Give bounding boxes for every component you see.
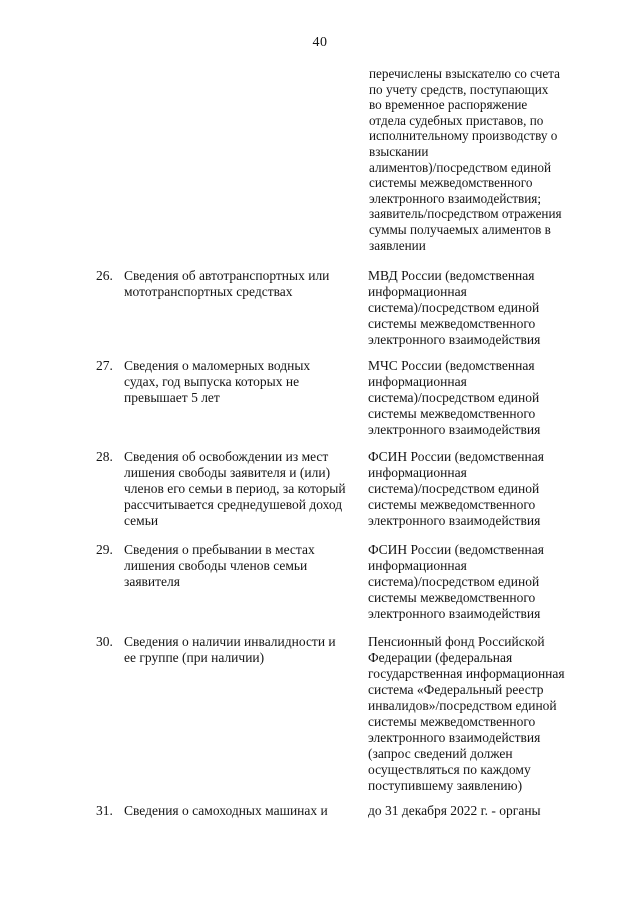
text-line: МВД России (ведомственная [368, 268, 535, 283]
text-line: система)/посредством единой [368, 481, 540, 496]
text-line: электронного взаимодействия [368, 332, 541, 347]
text-line: семьи [124, 513, 159, 528]
text-line: информационная [368, 284, 467, 299]
row-description [124, 542, 360, 590]
row-number: 31. [96, 803, 113, 818]
row-number: 28. [96, 449, 113, 464]
text-line: инвалидов»/посредством единой [368, 698, 557, 713]
row-description [124, 358, 360, 406]
text-line: Сведения о наличии инвалидности и [124, 634, 336, 649]
text-line: суммы получаемых алиментов в [369, 221, 551, 237]
row-source [368, 449, 590, 529]
text-line: Сведения об автотранспортных или [124, 268, 330, 283]
text-line: (запрос сведений должен [368, 746, 513, 761]
row-source [368, 634, 590, 794]
text-line: электронного взаимодействия [368, 513, 541, 528]
text-line: системы межведомственного [368, 406, 536, 421]
text-line: система «Федеральный реестр [368, 682, 544, 697]
text-line: ФСИН России (ведомственная [368, 449, 544, 464]
text-line: Федерации (федеральная [368, 650, 513, 665]
text-line: системы межведомственного [368, 714, 536, 729]
text-line: заявитель/посредством отражения [369, 206, 562, 222]
text-line: электронного взаимодействия; [369, 190, 542, 206]
text-line: электронного взаимодействия [368, 422, 541, 437]
text-line: алиментов)/посредством единой [369, 159, 552, 175]
text-line: мототранспортных средствах [124, 284, 293, 299]
text-line: информационная [368, 558, 467, 573]
text-line: система)/посредством единой [368, 390, 540, 405]
text-line: Пенсионный фонд Российской [368, 634, 545, 649]
row-description [124, 449, 360, 529]
text-line: ее группе (при наличии) [124, 650, 265, 665]
text-line: перечислены взыскателю со счета [369, 66, 561, 81]
text-line: взыскании [369, 143, 429, 159]
text-line: рассчитывается среднедушевой доход [124, 497, 343, 512]
text-line: превышает 5 лет [124, 390, 220, 405]
text-line: отдела судебных приставов, по [369, 112, 544, 128]
row-description [124, 268, 360, 300]
text-line: системы межведомственного [368, 590, 536, 605]
text-line: осуществляться по каждому [368, 762, 531, 777]
text-line: системы межведомственного [368, 497, 536, 512]
row-description [124, 634, 360, 666]
row-source [368, 542, 590, 622]
text-line: МЧС России (ведомственная [368, 358, 535, 373]
text-line: исполнительному производству о [369, 128, 558, 144]
row-number: 30. [96, 634, 113, 649]
text-line: Сведения о маломерных водных [124, 358, 311, 373]
text-line: по учету средств, поступающих [369, 81, 549, 97]
text-line: система)/посредством единой [368, 300, 540, 315]
page-number: 40 [312, 35, 328, 50]
text-line: информационная [368, 374, 467, 389]
row-number: 26. [96, 268, 113, 283]
row-number: 29. [96, 542, 113, 557]
text-line: судах, год выпуска которых не [124, 374, 300, 389]
text-line: системы межведомственного [368, 316, 536, 331]
row-source [368, 803, 590, 819]
text-line: лишения свободы заявителя и (или) [124, 465, 331, 480]
text-line: Сведения о пребывании в местах [124, 542, 315, 557]
row-source [368, 358, 590, 438]
text-line: Сведения о самоходных машинах и [124, 803, 328, 818]
text-line: лишения свободы членов семьи [124, 558, 308, 573]
text-line: заявителя [124, 574, 180, 589]
text-line: поступившему заявлению) [368, 778, 523, 793]
text-line: членов его семьи в период, за который [124, 481, 346, 496]
text-line: информационная [368, 465, 467, 480]
row-description [124, 803, 360, 819]
text-line: ФСИН России (ведомственная [368, 542, 544, 557]
text-line: заявлении [369, 237, 426, 253]
continuation-text [369, 66, 591, 253]
text-line: во временное распоряжение [369, 97, 528, 113]
text-line: системы межведомственного [369, 175, 533, 191]
text-line: электронного взаимодействия [368, 606, 541, 621]
text-line: Сведения об освобождении из мест [124, 449, 329, 464]
row-number: 27. [96, 358, 113, 373]
text-line: до 31 декабря 2022 г. - органы [368, 803, 541, 818]
text-line: система)/посредством единой [368, 574, 540, 589]
row-source [368, 268, 590, 348]
text-line: государственная информационная [368, 666, 565, 681]
text-line: электронного взаимодействия [368, 730, 541, 745]
